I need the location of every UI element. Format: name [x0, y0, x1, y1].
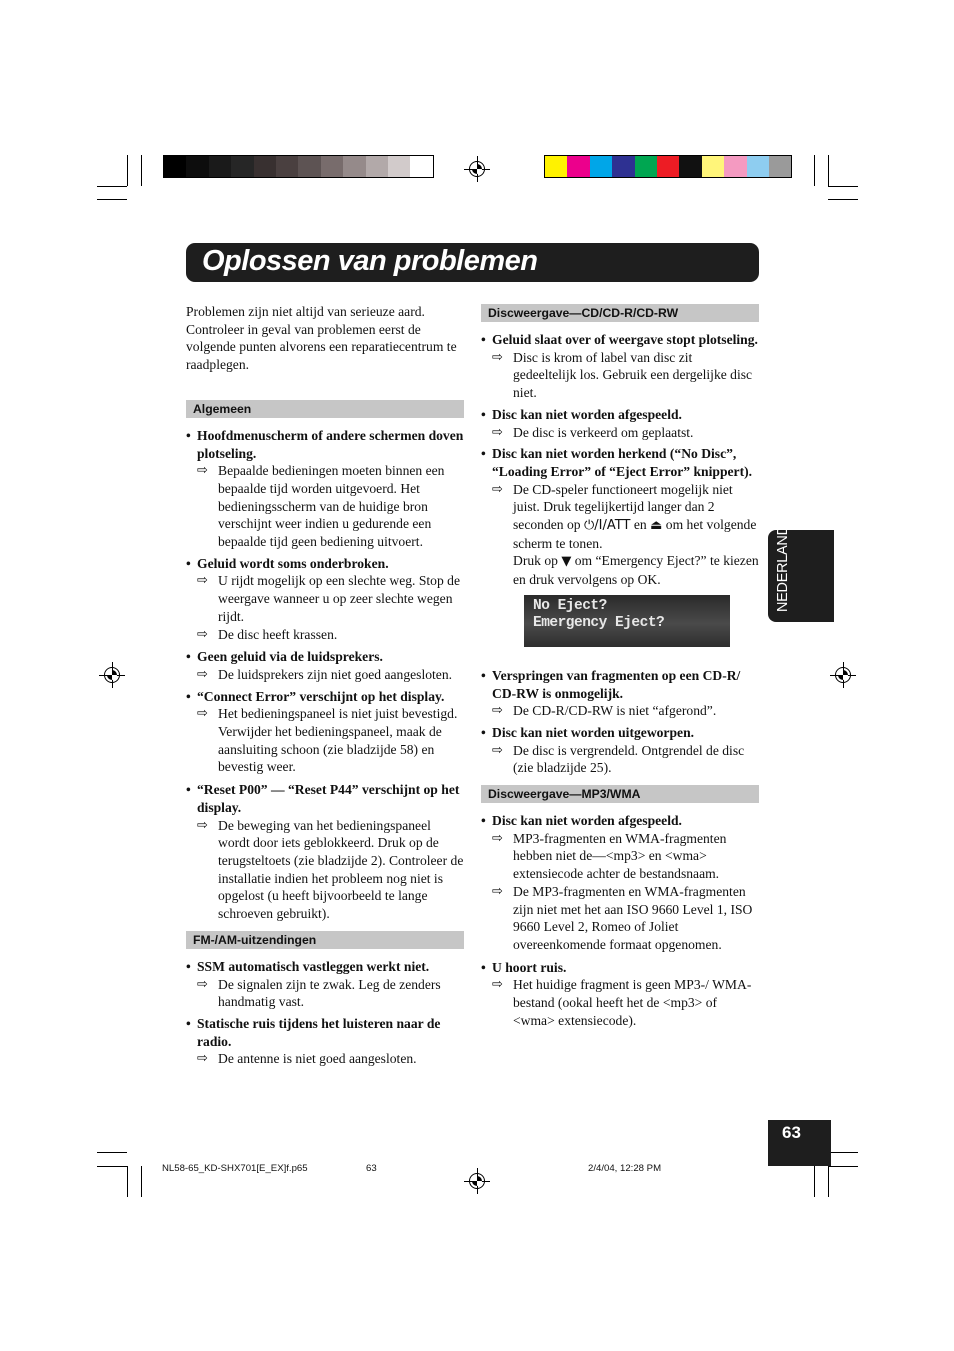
- crop-mark: [828, 199, 858, 200]
- answer-text: om het volgende scherm te tonen.: [513, 517, 757, 551]
- registration-mark-icon: [99, 662, 125, 688]
- answer: [197, 666, 464, 684]
- footer-date: 2/4/04, 12:28 PM: [588, 1163, 662, 1174]
- answer-text: Disc is krom of label van disc zit gedeeltelijk los. Gebruik een dergelijke disc niet.: [513, 349, 753, 401]
- language-tab: [768, 515, 834, 622]
- power-att-button-icon: ⏻/I/ATT: [583, 518, 631, 534]
- answer: [492, 976, 759, 1029]
- answer: [492, 424, 759, 442]
- problem-text: • Geluid slaat over of weergave stopt plotseling.: [492, 331, 759, 349]
- color-swatch: [254, 156, 276, 177]
- color-swatch: [298, 156, 320, 177]
- crop-mark: [141, 1166, 142, 1197]
- color-swatch: [567, 156, 589, 177]
- arrow-icon: ⇨: [492, 742, 503, 758]
- list-item: [481, 331, 759, 402]
- arrow-icon: ⇨: [197, 817, 208, 833]
- color-swatch: [769, 156, 791, 177]
- arrow-icon: ⇨: [492, 424, 503, 440]
- arrow-icon: ⇨: [492, 481, 503, 497]
- answer: [492, 883, 759, 954]
- color-swatch: [209, 156, 231, 177]
- answer-text: De MP3-fragmenten en WMA-fragmenten zijn niet met het aan ISO 9660 Level 1, ISO 9660 Level 2, Romeo of Joliet overeenkomende formaat opgenomen.: [513, 883, 753, 952]
- problem-text: • Geluid wordt soms onderbroken.: [197, 555, 464, 573]
- crop-mark: [828, 155, 829, 186]
- problem-text: • Disc kan niet worden uitgeworpen.: [492, 724, 759, 742]
- crop-mark: [97, 199, 127, 200]
- registration-mark-icon: [464, 1168, 490, 1194]
- answer: [492, 702, 759, 720]
- arrow-icon: ⇨: [492, 349, 503, 365]
- crop-mark: [141, 155, 142, 186]
- answer: [197, 1050, 464, 1068]
- color-swatch: [635, 156, 657, 177]
- color-swatch: [321, 156, 343, 177]
- answer-text: De beweging van het bedieningspaneel wordt door iets geblokkeerd. Druk op de terugsteltoets (zie bladzijde 2). Controleer de installatie indien het probleem nog niet is opgelost (u heeft bijvoorbeeld te lange schroeven gebruikt).: [218, 817, 464, 922]
- problem-text: • Geen geluid via de luidsprekers.: [197, 648, 464, 666]
- answer: [492, 742, 759, 777]
- list-item: [186, 648, 464, 683]
- cd-list: [481, 331, 759, 777]
- arrow-icon: ⇨: [197, 976, 208, 992]
- answer-text: De antenne is niet goed aangesloten.: [218, 1051, 417, 1067]
- lcd-display: [524, 595, 730, 647]
- mp3-list: [481, 812, 759, 1029]
- answer-text: De CD-R/CD-RW is niet “afgerond”.: [513, 703, 717, 719]
- problem-text: • Verspringen van fragmenten op een CD-R/ CD-RW is onmogelijk.: [492, 667, 759, 702]
- answer: [197, 462, 464, 551]
- answer-text: De disc heeft krassen.: [218, 626, 338, 642]
- footer-filename: NL58-65_KD-SHX701[E_EX]f.p65: [162, 1163, 308, 1174]
- problem-text: • SSM automatisch vastleggen werkt niet.: [197, 958, 464, 976]
- section-heading-fm: FM-/AM-uitzendingen: [186, 931, 464, 949]
- section-heading-algemeen: Algemeen: [186, 400, 464, 418]
- list-item: [481, 959, 759, 1030]
- color-swatch: [612, 156, 634, 177]
- arrow-icon: ⇨: [492, 977, 503, 993]
- grayscale-swatches: [163, 155, 434, 178]
- problem-text: • Disc kan niet worden afgespeeld.: [492, 406, 759, 424]
- problem-text: • Hoofdmenuscherm of andere schermen doven plotseling.: [197, 427, 464, 462]
- lcd-line: Emergency Eject?: [533, 614, 665, 631]
- list-item: [186, 1015, 464, 1068]
- color-swatch: [724, 156, 746, 177]
- color-swatch: [747, 156, 769, 177]
- right-column: [481, 304, 759, 1030]
- problem-text: • Disc kan niet worden afgespeeld.: [492, 812, 759, 830]
- color-swatch: [410, 156, 432, 177]
- arrow-icon: ⇨: [197, 706, 208, 722]
- crop-mark: [97, 1152, 127, 1153]
- answer: [197, 626, 464, 644]
- crop-mark: [97, 186, 127, 187]
- list-item: [186, 781, 464, 923]
- answer-text: om “Emergency Eject?” te kiezen en druk vervolgens op OK.: [513, 553, 759, 588]
- answer-text: U rijdt mogelijk op een slechte weg. Stop de weergave wanneer u op zeer slechte wegen rijdt.: [218, 573, 460, 624]
- crop-mark: [828, 1166, 829, 1197]
- answer-text: De disc is vergrendeld. Ontgrendel de disc (zie bladzijde 25).: [513, 742, 745, 776]
- color-swatch: [679, 156, 701, 177]
- list-item: [186, 555, 464, 644]
- arrow-icon: ⇨: [492, 703, 503, 719]
- answer: [197, 817, 464, 923]
- color-swatch: [164, 156, 186, 177]
- arrow-icon: ⇨: [197, 626, 208, 642]
- crop-mark: [828, 1152, 858, 1153]
- crop-mark: [814, 155, 815, 186]
- list-item: [481, 812, 759, 954]
- arrow-icon: ⇨: [197, 573, 208, 589]
- color-swatch: [702, 156, 724, 177]
- color-swatch: [366, 156, 388, 177]
- answer: [492, 481, 759, 589]
- list-item: [186, 688, 464, 777]
- section-heading-cd: Discweergave—CD/CD-R/CD-RW: [481, 304, 759, 322]
- problem-text: • Statische ruis tijdens het luisteren naar de radio.: [197, 1015, 464, 1050]
- answer-text: Het huidige fragment is geen MP3-/ WMA-bestand (ookal heeft het de <mp3> of <wma> extensiecode).: [513, 977, 752, 1028]
- language-tab-label: NEDERLANDS: [775, 515, 791, 612]
- answer: [197, 572, 464, 625]
- down-arrow-icon: ▼: [561, 554, 572, 570]
- footer-page: 63: [366, 1163, 377, 1174]
- color-swatch: [388, 156, 410, 177]
- crop-mark: [814, 1166, 815, 1197]
- answer-text: Druk op: [513, 553, 558, 569]
- answer-text: De disc is verkeerd om geplaatst.: [513, 424, 694, 440]
- arrow-icon: ⇨: [492, 883, 503, 899]
- answer-text: en: [633, 517, 647, 533]
- problem-text: • “Connect Error” verschijnt op het display.: [197, 688, 464, 706]
- list-item: [481, 667, 759, 720]
- answer-text: MP3-fragmenten en WMA-fragmenten hebben niet de—<mp3> en <wma> extensiecode achter de bestandsnaam.: [513, 830, 727, 882]
- problem-text: • U hoort ruis.: [492, 959, 759, 977]
- page-number-box: [768, 1120, 831, 1166]
- registration-mark-icon: [830, 662, 856, 688]
- color-swatch: [545, 156, 567, 177]
- color-swatch: [590, 156, 612, 177]
- list-item: [481, 724, 759, 777]
- list-item: [186, 427, 464, 551]
- list-item: [481, 445, 759, 647]
- answer: [197, 705, 464, 776]
- crop-mark: [828, 1166, 858, 1167]
- color-swatch: [343, 156, 365, 177]
- problem-text: • “Reset P00” — “Reset P44” verschijnt op het display.: [197, 781, 464, 816]
- answer-text: Bepaalde bedieningen moeten binnen een bepaalde tijd worden uitgevoerd. Het bedieningsscherm van de huidige bron verschijnt weer indien u gedurende een bepaalde tijd geen bediening uitvoert.: [218, 463, 445, 550]
- arrow-icon: ⇨: [492, 830, 503, 846]
- crop-mark: [828, 186, 858, 187]
- registration-mark-icon: [464, 156, 490, 182]
- color-swatches: [544, 155, 792, 178]
- arrow-icon: ⇨: [197, 666, 208, 682]
- page-number: 63: [782, 1123, 801, 1142]
- answer: [492, 830, 759, 883]
- problem-text: • Disc kan niet worden herkend (“No Disc”, “Loading Error” of “Eject Error” knippert).: [492, 445, 759, 480]
- list-item: [481, 406, 759, 441]
- color-swatch: [657, 156, 679, 177]
- crop-mark: [127, 155, 128, 186]
- answer-text: De CD-speler functioneert mogelijk niet juist. Druk tegelijkertijd langer dan 2 seconden op: [513, 481, 733, 533]
- left-column: [186, 303, 464, 1068]
- color-swatch: [186, 156, 208, 177]
- lcd-line: No Eject?: [533, 597, 607, 614]
- arrow-icon: ⇨: [197, 463, 208, 479]
- answer-text: Het bedieningspaneel is niet juist bevestigd. Verwijder het bedieningspaneel, maak de aansluiting schoon (zie bladzijde 58) en bevestig weer.: [218, 706, 458, 775]
- arrow-icon: ⇨: [197, 1051, 208, 1067]
- answer-text: De luidsprekers zijn niet goed aangesloten.: [218, 666, 453, 682]
- page-title: Oplossen van problemen: [202, 245, 538, 277]
- answer: [197, 976, 464, 1011]
- fm-list: [186, 958, 464, 1068]
- page-title-bar: [186, 243, 759, 282]
- list-item: [186, 958, 464, 1011]
- crop-mark: [127, 1166, 128, 1197]
- crop-mark: [97, 1166, 127, 1167]
- color-swatch: [276, 156, 298, 177]
- answer-text: De signalen zijn te zwak. Leg de zenders handmatig vast.: [218, 976, 441, 1010]
- section-heading-mp3: Discweergave—MP3/WMA: [481, 785, 759, 803]
- answer: [492, 349, 759, 402]
- algemeen-list: [186, 427, 464, 923]
- eject-icon: ⏏: [650, 518, 663, 534]
- intro-text: Problemen zijn niet altijd van serieuze aard. Controleer in geval van problemen eerst de volgende punten alvorens een reparatiecentrum te raadplegen.: [186, 304, 457, 373]
- color-swatch: [231, 156, 253, 177]
